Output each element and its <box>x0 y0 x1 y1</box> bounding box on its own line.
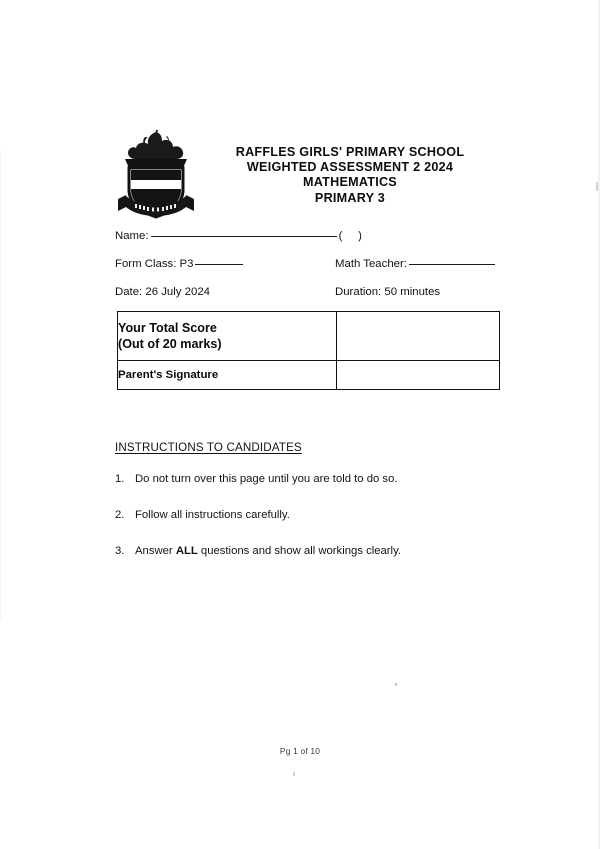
school-name-line: RAFFLES GIRLS' PRIMARY SCHOOL <box>235 145 465 159</box>
total-score-label-line2: (Out of 20 marks) <box>118 337 222 351</box>
school-crest-icon <box>112 128 200 222</box>
list-item <box>115 544 515 559</box>
index-number-group[interactable]: ( ) <box>338 230 362 242</box>
form-class-group <box>115 258 245 270</box>
parent-signature-label-cell: Parent's Signature <box>118 361 337 390</box>
total-score-label-line1: Your Total Score <box>118 320 217 335</box>
duration-value: 50 minutes <box>384 286 441 298</box>
instruction-text: Follow all instructions carefully. <box>135 509 290 521</box>
total-score-label-cell <box>118 312 337 361</box>
date-value: 26 July 2024 <box>145 286 211 298</box>
list-item <box>115 472 515 487</box>
parent-signature-value-cell[interactable] <box>337 361 500 390</box>
math-teacher-input-line[interactable] <box>409 264 495 265</box>
form-class-label: Form Class: P3 <box>115 258 194 270</box>
name-row <box>115 230 505 258</box>
name-field-group <box>115 230 373 242</box>
date-group <box>115 286 210 298</box>
instructions-section <box>115 438 515 580</box>
school-title-block <box>200 145 500 206</box>
class-teacher-row <box>115 258 505 286</box>
subject-line: MATHEMATICS <box>303 175 397 190</box>
instruction-text-after: questions and show all workings clearly. <box>197 545 402 557</box>
scan-speck <box>395 683 397 686</box>
instruction-number: 1. <box>115 473 125 485</box>
form-class-input-line[interactable] <box>195 264 243 265</box>
page-footer <box>0 746 600 756</box>
scan-speck <box>293 772 295 776</box>
list-item <box>115 508 515 523</box>
table-row <box>118 312 500 361</box>
math-teacher-label: Math Teacher: <box>335 258 407 270</box>
level-line: PRIMARY 3 <box>314 190 386 205</box>
duration-label: Duration: <box>335 286 382 298</box>
assessment-line: WEIGHTED ASSESSMENT 2 2024 <box>246 160 454 175</box>
table-row <box>118 361 500 390</box>
name-input-line[interactable] <box>151 236 337 237</box>
scan-edge-left <box>0 150 2 620</box>
math-teacher-group <box>335 258 497 270</box>
date-duration-row <box>115 286 505 314</box>
instruction-emphasis: ALL <box>175 545 198 557</box>
page-number-label: Pg 1 of 10 <box>279 746 321 756</box>
duration-group <box>335 286 440 298</box>
instructions-list <box>115 472 515 559</box>
date-label: Date: <box>115 286 143 298</box>
instruction-number: 2. <box>115 509 125 521</box>
score-table <box>117 311 500 390</box>
masthead <box>112 128 512 224</box>
instruction-text-before: Answer <box>135 545 176 557</box>
instruction-text: Do not turn over this page until you are told to do so. <box>135 473 398 485</box>
total-score-value-cell[interactable] <box>337 312 500 361</box>
scan-speck <box>596 182 598 191</box>
candidate-particulars <box>115 230 505 314</box>
instruction-number: 3. <box>115 545 125 557</box>
name-label: Name: <box>115 230 149 242</box>
instructions-heading: INSTRUCTIONS TO CANDIDATES <box>115 441 302 454</box>
